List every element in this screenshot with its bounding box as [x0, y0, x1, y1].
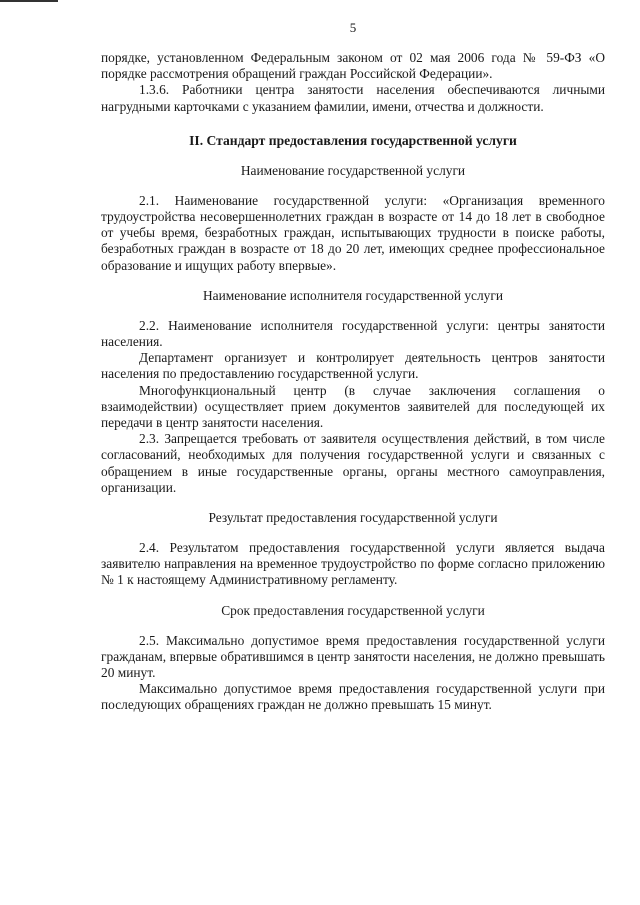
paragraph-2-1: 2.1. Наименование государственной услуги: «Организация временного трудоустройства несовершеннолетних граждан в возрасте от 14 до 18 лет в свободное от учебы время, безработных граждан, испытывающих трудности в поиске работы, безработных граждан в возрасте от 18 до 20 лет, имеющих среднее профессиональное образование и ищущих работу впервые».	[101, 192, 605, 273]
paragraph-2-3: 2.3. Запрещается требовать от заявителя осуществления действий, в том числе согласований, необходимых для получения государственной услуги и связанных с обращением в иные государственные органы, органы местного самоуправления, организации.	[101, 431, 605, 495]
section-title: II. Стандарт предоставления государственной услуги	[189, 132, 517, 148]
top-edge-rule	[0, 0, 58, 2]
document-page	[101, 14, 605, 714]
paragraph-repeat-visits: Максимально допустимое время предоставления государственной услуги при последующих обращениях граждан не должно превышать 15 минут.	[101, 681, 605, 713]
subheading-service-result: Результат предоставления государственной услуги	[208, 510, 498, 526]
subheading-service-executor: Наименование исполнителя государственной услуги	[202, 287, 504, 303]
paragraph-intro-2: 1.3.6. Работники центра занятости населения обеспечиваются личными нагрудными карточками с указанием фамилии, имени, отчества и должности.	[101, 82, 605, 114]
page-number: 5	[349, 20, 357, 35]
paragraph-2-4: 2.4. Результатом предоставления государственной услуги является выдача заявителю направления на временное трудоустройство по форме согласно приложению № 1 к настоящему Административному регламенту.	[101, 540, 605, 588]
paragraph-department: Департамент организует и контролирует деятельность центров занятости населения по предоставлению государственной услуги.	[101, 350, 605, 382]
subheading-service-name: Наименование государственной услуги	[240, 162, 466, 178]
paragraph-multifunctional-center: Многофункциональный центр (в случае заключения соглашения о взаимодействии) осуществляет прием документов заявителей для последующей их передачи в центр занятости населения.	[101, 382, 605, 431]
subheading-service-term: Срок предоставления государственной услуги	[221, 602, 485, 618]
paragraph-2-5: 2.5. Максимально допустимое время предоставления государственной услуги гражданам, впервые обратившимся в центр занятости населения, не должно превышать 20 минут.	[101, 632, 605, 681]
paragraph-intro-1: порядке, установленном Федеральным законом от 02 мая 2006 года № 59-ФЗ «О порядке рассмотрения обращений граждан Российской Федерации».	[101, 50, 605, 82]
paragraph-2-2: 2.2. Наименование исполнителя государственной услуги: центры занятости населения.	[101, 317, 605, 350]
